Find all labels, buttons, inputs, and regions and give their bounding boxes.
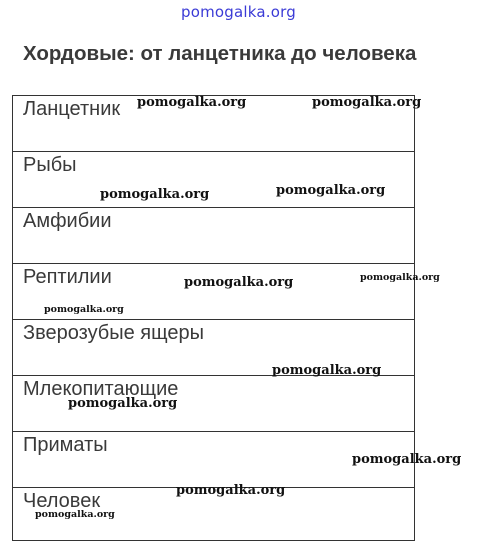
watermark-text: pomogalka.org: [312, 95, 422, 110]
watermark-text: pomogalka.org: [352, 452, 462, 467]
page-title: Хордовые: от ланцетника до человека: [23, 42, 417, 65]
row-label-human: Человек: [23, 490, 101, 512]
row-label-reptiles: Рептилии: [23, 266, 112, 288]
row-label-fish: Рыбы: [23, 154, 77, 176]
row-label-primates: Приматы: [23, 434, 108, 456]
watermark-text: pomogalka.org: [360, 272, 440, 283]
watermark-text: pomogalka.org: [35, 509, 115, 520]
top-watermark: pomogalka.org: [181, 3, 296, 21]
watermark-text: pomogalka.org: [44, 304, 124, 315]
watermark-text: pomogalka.org: [176, 483, 286, 498]
watermark-text: pomogalka.org: [276, 183, 386, 198]
row-label-mammals: Млекопитающие: [23, 378, 179, 400]
table-row: [13, 208, 414, 264]
watermark-text: pomogalka.org: [272, 363, 382, 378]
watermark-text: pomogalka.org: [184, 275, 294, 290]
table-row: [13, 152, 414, 208]
watermark-text: pomogalka.org: [137, 95, 247, 110]
row-label-therapsids: Зверозубые ящеры: [23, 322, 204, 344]
row-label-amphibians: Амфибии: [23, 210, 112, 232]
watermark-text: pomogalka.org: [100, 187, 210, 202]
watermark-text: pomogalka.org: [68, 396, 178, 411]
evolution-table: [12, 95, 415, 541]
row-label-lancelet: Ланцетник: [23, 98, 121, 120]
